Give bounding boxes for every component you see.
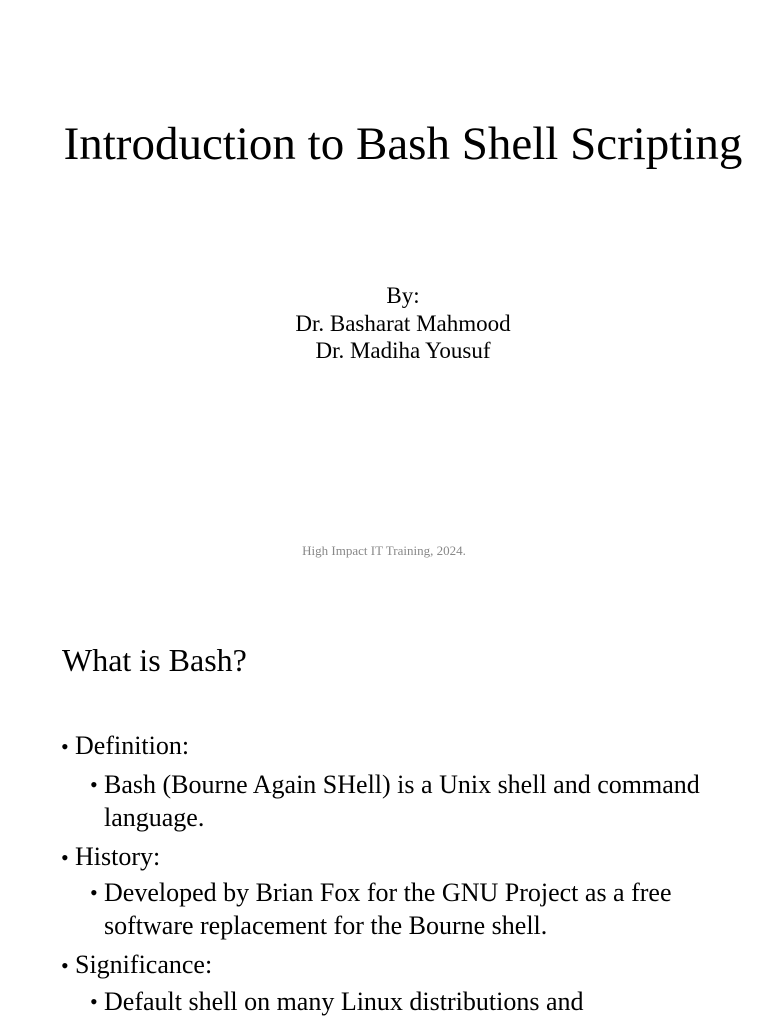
- bullet-detail: Bash (Bourne Again SHell) is a Unix shell and command language.: [104, 770, 700, 832]
- sub-bullet-item: [90, 876, 730, 942]
- bullet-item: [61, 950, 212, 981]
- sub-bullet-item: [90, 768, 730, 834]
- bullet-heading: Definition:: [75, 731, 190, 760]
- bullet-detail: Developed by Brian Fox for the GNU Project as a free software replacement for the Bourne shell.: [104, 878, 672, 940]
- bullet-icon: •: [61, 734, 69, 759]
- bullet-item: [61, 842, 160, 873]
- slide-title: Introduction to Bash Shell Scripting: [63, 118, 743, 170]
- by-label: By:: [386, 283, 420, 308]
- byline: [0, 282, 768, 365]
- bullet-item: [61, 731, 189, 762]
- bullet-icon: •: [61, 845, 69, 870]
- bullet-icon: •: [90, 880, 98, 905]
- bullet-heading: Significance:: [75, 950, 213, 979]
- slide-footer: High Impact IT Training, 2024.: [302, 543, 466, 558]
- bullet-icon: •: [90, 772, 98, 797]
- sub-bullet-item: [90, 985, 730, 1018]
- bullet-icon: •: [61, 953, 69, 978]
- bullet-detail: Default shell on many Linux distributions and: [104, 987, 584, 1016]
- author-name: Dr. Madiha Yousuf: [315, 338, 491, 363]
- author-name: Dr. Basharat Mahmood: [295, 310, 511, 336]
- slide-what-is-bash: [0, 600, 768, 1024]
- bullet-heading: History:: [75, 842, 161, 871]
- bullet-icon: •: [90, 989, 98, 1014]
- slide-title: What is Bash?: [62, 642, 247, 678]
